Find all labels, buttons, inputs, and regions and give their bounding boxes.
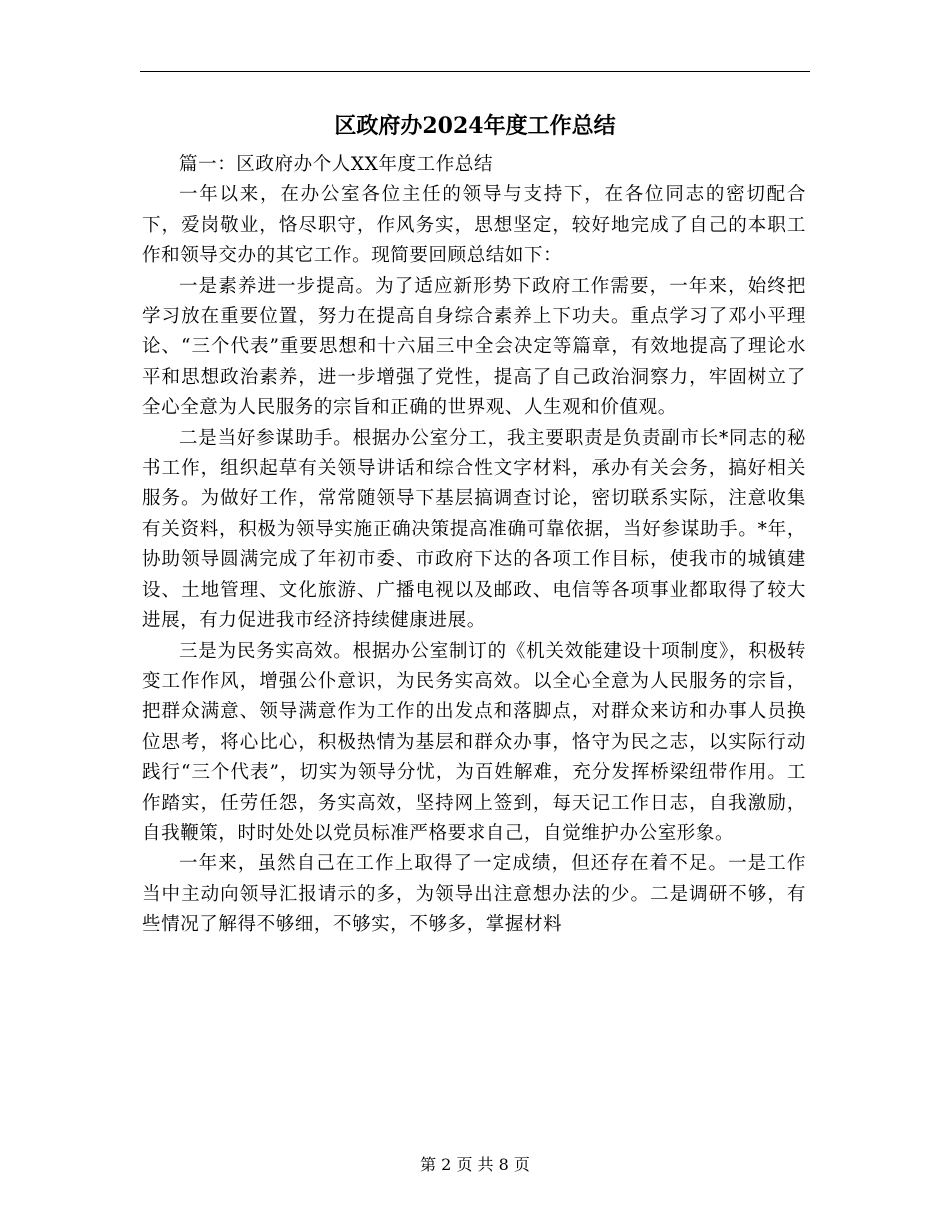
paragraph-subtitle: 篇一：区政府办个人XX年度工作总结	[179, 154, 494, 175]
paragraph-point-one: 一是素养进一步提高。为了适应新形势下政府工作需要，一年来，始终把学习放在重要位置，努力在提高自身综合素养上下功夫。重点学习了邓小平理论、“三个代表”重要思想和十六届三中全会决定等篇章，有效地提高了理论水平和思想政治素养，进一步增强了党性，提高了自己政治洞察力，牢固树立了全心全意为人民服务的宗旨和正确的世界观、人生观和价值观。	[142, 275, 806, 419]
header-rule	[140, 71, 810, 72]
paragraph-point-two: 二是当好参谋助手。根据办公室分工，我主要职责是负责副市长*同志的秘书工作，组织起草有关领导讲话和综合性文字材料，承办有关会务，搞好相关服务。为做好工作，常常随领导下基层搞调查讨论，密切联系实际，注意收集有关资料，积极为领导实施正确决策提高准确可靠依据，当好参谋助手。*年，协助领导圆满完成了年初市委、市政府下达的各项工作目标，使我市的城镇建设、土地管理、文化旅游、广播电视以及邮政、电信等各项事业都取得了较大进展，有力促进我市经济持续健康进展。	[142, 427, 806, 632]
document-body	[142, 150, 806, 941]
paragraph-point-three: 三是为民务实高效。根据办公室制订的《机关效能建设十项制度》，积极转变工作作风，增强公仆意识，为民务实高效。以全心全意为人民服务的宗旨，把群众满意、领导满意作为工作的出发点和落脚点，对群众来访和办事人员换位思考，将心比心，积极热情为基层和群众办事，恪守为民之志，以实际行动践行“三个代表”，切实为领导分忧，为百姓解难，充分发挥桥梁纽带作用。工作踏实，任劳任怨，务实高效，坚持网上签到，每天记工作日志，自我激励，自我鞭策，时时处处以党员标准严格要求自己，自觉维护办公室形象。	[142, 640, 806, 844]
page-number-label: 第 2 页 共 8 页	[420, 1155, 530, 1174]
page-footer	[0, 1153, 950, 1177]
paragraph-intro: 一年以来，在办公室各位主任的领导与支持下，在各位同志的密切配合下，爱岗敬业，恪尽职守，作风务实，思想坚定，较好地完成了自己的本职工作和领导交办的其它工作。现简要回顾总结如下：	[142, 184, 806, 267]
document-title: 区政府办2024年度工作总结	[334, 113, 616, 139]
paragraph-shortcomings: 一年来，虽然自己在工作上取得了一定成绩，但还存在着不足。一是工作当中主动向领导汇报请示的多，为领导出注意想办法的少。二是调研不够，有些情况了解得不够细，不够实，不够多，掌握材料	[142, 853, 806, 936]
